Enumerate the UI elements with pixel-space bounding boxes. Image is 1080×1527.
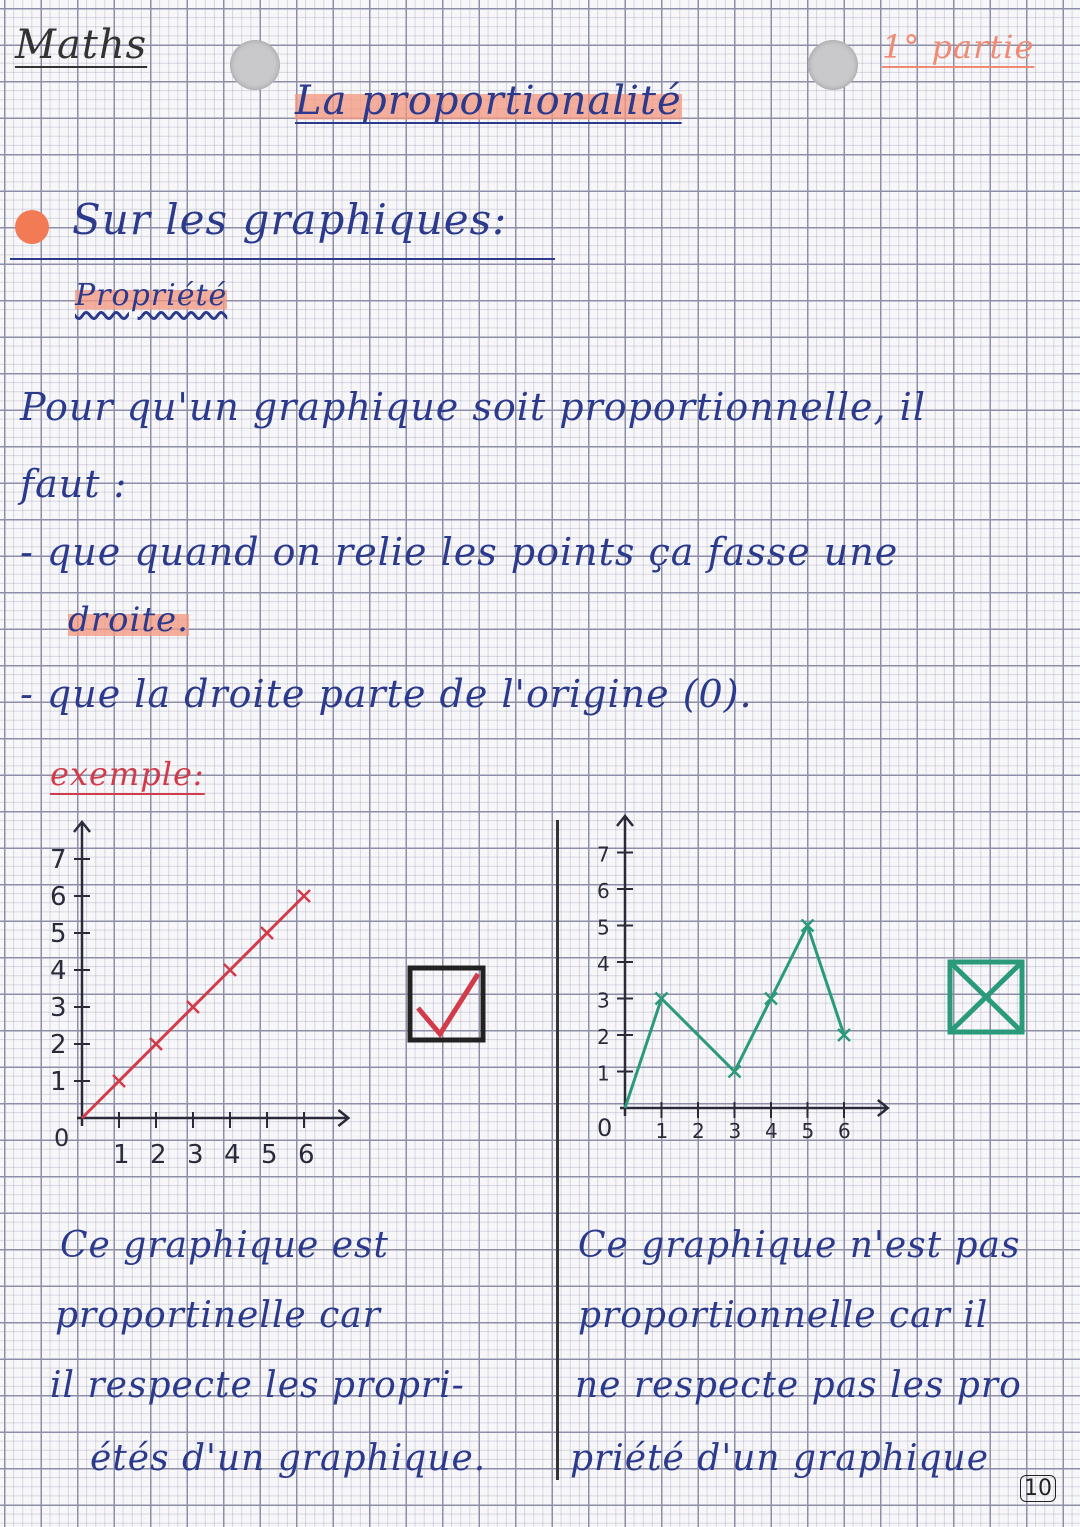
y-tick-label: 3 [597, 988, 610, 1013]
y-tick-label: 7 [50, 845, 67, 875]
data-point-marker [261, 927, 273, 939]
conclusion-right: priété d'un graphique [570, 1438, 990, 1479]
data-point-marker [765, 993, 777, 1005]
conclusion-left: étés d'un graphique. [90, 1438, 487, 1479]
y-tick-label: 5 [597, 915, 610, 940]
y-tick-label: 7 [597, 842, 610, 867]
y-tick-label: 6 [50, 882, 67, 912]
data-point-marker [729, 1066, 741, 1078]
data-point-marker [224, 964, 236, 976]
x-tick-label: 2 [150, 1140, 167, 1170]
page-number: 10 [1020, 1475, 1056, 1502]
origin-label: 0 [597, 1114, 613, 1142]
cross-icon [950, 962, 1022, 1032]
x-tick-label: 5 [261, 1140, 278, 1170]
x-tick-label: 4 [224, 1140, 241, 1170]
data-point-marker [298, 890, 310, 902]
conclusion-right: proportionnelle car il [578, 1295, 989, 1336]
x-tick-label: 1 [113, 1140, 130, 1170]
rule-line: Pour qu'un graphique soit proportionnelle, il [20, 385, 926, 429]
part-label: 1° partie [882, 28, 1035, 66]
x-tick-label: 4 [765, 1119, 778, 1143]
x-tick-label: 3 [187, 1140, 204, 1170]
conclusion-left: Ce graphique est [60, 1225, 389, 1266]
y-tick-label: 4 [597, 952, 610, 976]
data-point-marker [150, 1038, 162, 1050]
rule-line: - que quand on relie les points ça fasse une [20, 530, 899, 574]
x-tick-label: 5 [801, 1119, 815, 1143]
x-tick-label: 2 [692, 1119, 705, 1143]
check-icon [418, 974, 478, 1034]
y-tick-label: 5 [50, 919, 67, 949]
x-tick-label: 1 [655, 1119, 669, 1143]
origin-label: 0 [54, 1124, 70, 1152]
property-label: Propriété [75, 278, 228, 313]
y-tick-label: 1 [50, 1067, 67, 1097]
data-point-marker [187, 1001, 199, 1013]
x-tick-label: 3 [728, 1119, 742, 1143]
rule-line: - que la droite parte de l'origine (0). [20, 672, 753, 716]
section-heading: Sur les graphiques: [72, 195, 508, 244]
x-tick-label: 6 [298, 1140, 315, 1170]
conclusion-left: il respecte les propri- [50, 1365, 465, 1406]
rule-line: faut : [20, 462, 128, 506]
subject-label: Maths [15, 22, 148, 68]
y-tick-label: 2 [597, 1025, 610, 1049]
y-tick-label: 6 [597, 879, 610, 903]
rule-line: droite. [68, 600, 189, 640]
conclusion-right: Ce graphique n'est pas [578, 1225, 1021, 1266]
conclusion-left: proportinelle car [55, 1295, 381, 1336]
y-tick-label: 3 [50, 993, 67, 1023]
y-tick-label: 1 [597, 1061, 610, 1086]
y-tick-label: 4 [50, 956, 67, 986]
example-label: exemple: [50, 755, 205, 793]
data-point-marker [113, 1075, 125, 1087]
series-line [625, 926, 844, 1109]
conclusion-right: ne respecte pas les pro [575, 1365, 1022, 1406]
y-tick-label: 2 [50, 1030, 67, 1060]
x-tick-label: 6 [838, 1119, 851, 1143]
page-title: La proportionalité [295, 78, 682, 124]
